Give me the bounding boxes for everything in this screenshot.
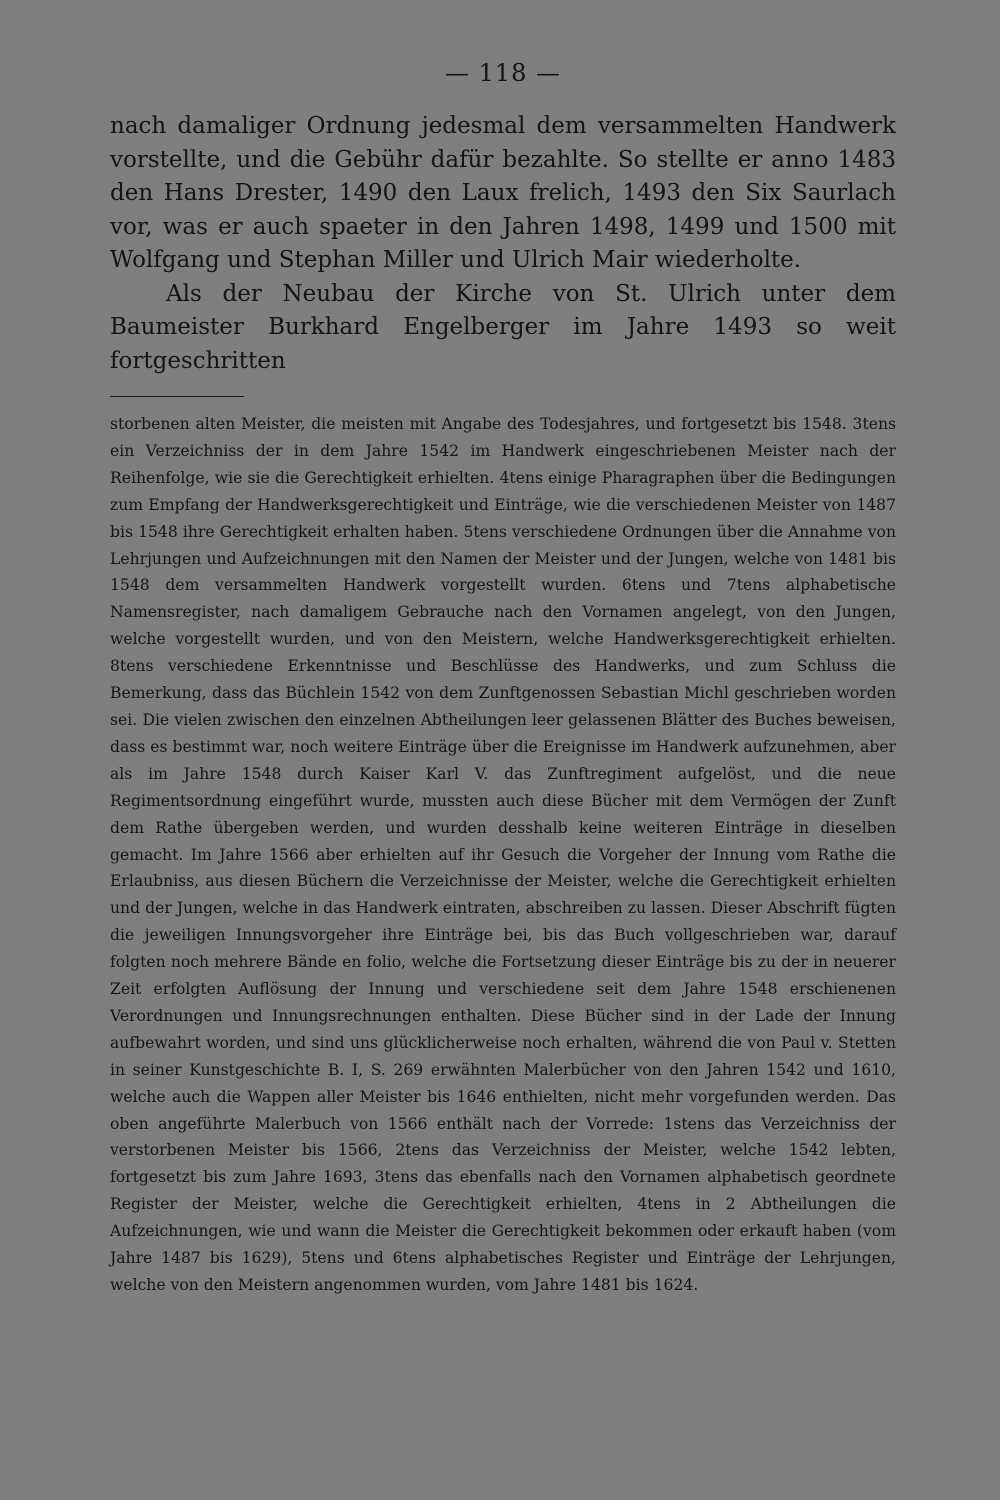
- footnote-text: storbenen alten Meister, die meisten mit Angabe des Todesjahres, und fortgesetzt bis 1548. 3tens ein Verzeichniss der in dem Jahre 1542 im Handwerk eingeschriebenen Meister nach der Reihenfolge, wie sie die Gerechtigkeit erhielten. 4tens einige Pharagraphen über die Bedingungen zum Empfang der Handwerksgerechtigkeit und Einträge, wie die verschiedenen Meister von 1487 bis 1548 ihre Gerechtigkeit erhalten haben. 5tens verschiedene Ordnungen über die Annahme von Lehrjungen und Aufzeichnungen mit den Namen der Meister und der Jungen, welche von 1481 bis 1548 dem versammelten Handwerk vorgestellt wurden. 6tens und 7tens alphabetische Namensregister, nach damaligem Gebrauche nach den Vornamen angelegt, von den Jungen, welche vorgestellt wurden, und von den Meistern, welche Handwerksgerechtigkeit erhielten. 8tens verschiedene Erkenntnisse und Beschlüsse des Handwerks, und zum Schluss die Bemerkung, dass das Büchlein 1542 von dem Zunftgenossen Sebastian Michl geschrieben worden sei. Die vielen zwischen den einzelnen Abtheilungen leer gelassenen Blätter des Buches beweisen, dass es bestimmt war, noch weitere Einträge über die Ereignisse im Handwerk aufzunehmen, aber als im Jahre 1548 durch Kaiser Karl V. das Zunftregiment aufgelöst, und die neue Regimentsordnung eingeführt wurde, mussten auch diese Bücher mit dem Vermögen der Zunft dem Rathe übergeben werden, und wurden desshalb keine weiteren Einträge in dieselben gemacht. Im Jahre 1566 aber erhielten auf ihr Gesuch die Vorgeher der Innung vom Rathe die Erlaubniss, aus diesen Büchern die Verzeichnisse der Meister, welche die Gerechtigkeit erhielten und der Jungen, welche in das Handwerk eintraten, abschreiben zu lassen. Dieser Abschrift fügten die jeweiligen Innungsvorgeher ihre Einträge bei, bis das Buch vollgeschrieben war, darauf folgten noch mehrere Bände en folio, welche die Fortsetzung dieser Einträge bis zu der in neuerer Zeit erfolgten Auflösung der Innung und verschiedene seit dem Jahre 1548 erschienenen Verordnungen und Innungsrechnungen enthalten. Diese Bücher sind in der Lade der Innung aufbewahrt worden, und sind uns glücklicherweise noch erhalten, während die von Paul v. Stetten in seiner Kunstgeschichte B. I, S. 269 erwähnten Malerbücher von den Jahren 1542 und 1610, welche auch die Wappen aller Meister bis 1646 enthielten, nicht mehr vorgefunden werden. Das oben angeführte Malerbuch von 1566 enthält nach der Vorrede: 1stens das Verzeichniss der verstorbenen Meister bis 1566, 2tens das Verzeichniss der Meister, welche 1542 lebten, fortgesetzt bis zum Jahre 1693, 3tens das ebenfalls nach den Vornamen alphabetisch geordnete Register der Meister, welche die Gerechtigkeit erhielten, 4tens in 2 Abtheilungen die Aufzeichnungen, wie und wann die Meister die Gerechtigkeit bekommen oder erkauft haben (vom Jahre 1487 bis 1629), 5tens und 6tens alphabetisches Register und Einträge der Lehrjungen, welche von den Meistern angenommen wurden, vom Jahre 1481 bis 1624.: [110, 415, 896, 1294]
- main-text: [110, 110, 896, 378]
- main-paragraph-1: nach damaliger Ordnung jedesmal dem versammelten Handwerk vorstellte, und die Gebühr dafür bezahlte. So stellte er anno 1483 den Hans Drester, 1490 den Laux frelich, 1493 den Six Saurlach vor, was er auch spaeter in den Jahren 1498, 1499 und 1500 mit Wolfgang und Stephan Miller und Ulrich Mair wiederholte.: [110, 113, 896, 273]
- page-number: — 118 —: [444, 59, 562, 87]
- footnote-divider: [110, 396, 244, 397]
- main-paragraph-2: Als der Neubau der Kirche von St. Ulrich unter dem Baumeister Burkhard Engelberger im Jahre 1493 so weit fortgeschritten: [110, 280, 896, 374]
- book-page: [110, 58, 896, 1299]
